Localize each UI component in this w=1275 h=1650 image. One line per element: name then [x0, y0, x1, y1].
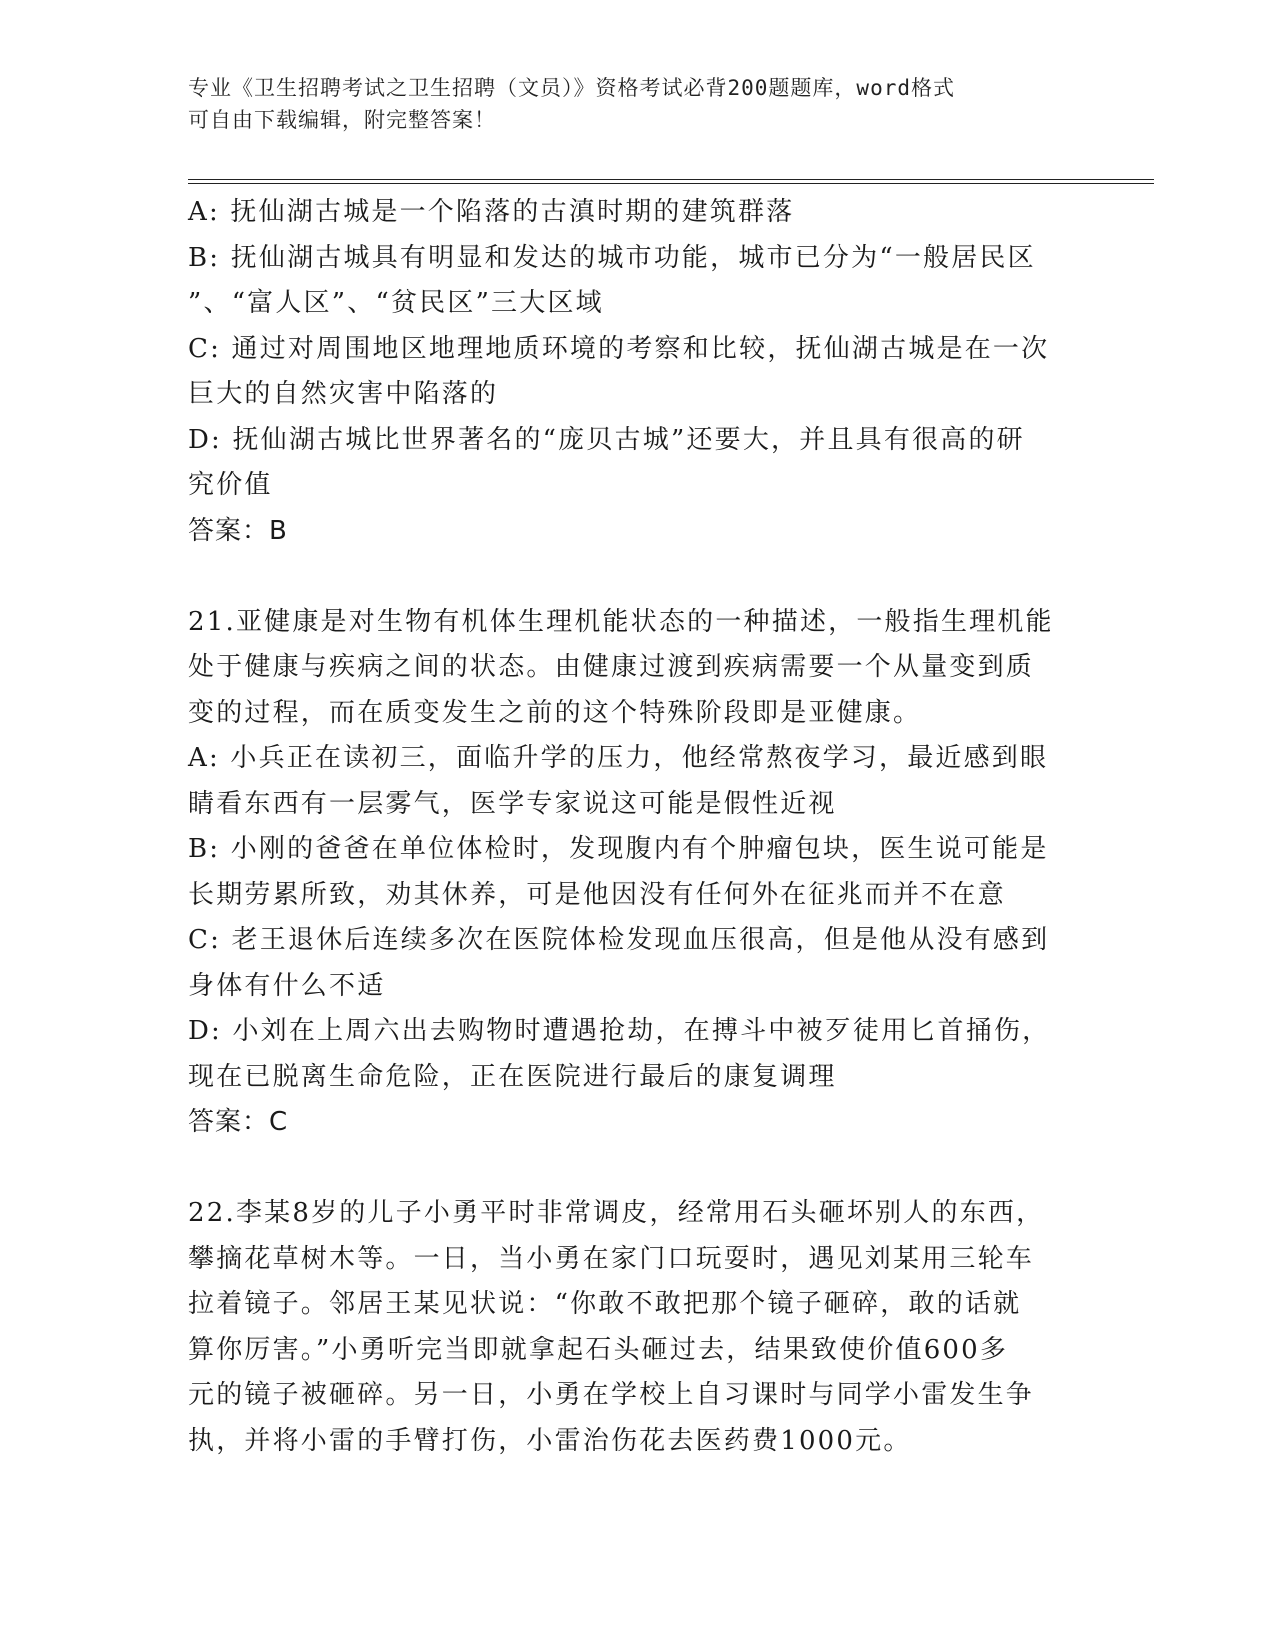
- option-c: C: 通过对周围地区地理地质环境的考察和比较，抚仙湖古城是在一次: [188, 333, 1050, 364]
- answer-label: 答案：C: [188, 1107, 289, 1137]
- option-c: 巨大的自然灾害中陷落的: [188, 379, 499, 409]
- header-line-2: 可自由下载编辑，附完整答案！: [188, 108, 496, 132]
- question-21: [188, 600, 1078, 1146]
- answer-label: 答案：B: [188, 515, 288, 546]
- option-a: A: 小兵正在读初三，面临升学的压力，他经常熬夜学习，最近感到眼: [188, 743, 1049, 773]
- option-d: 现在已脱离生命危险，正在医院进行最后的康复调理: [188, 1061, 837, 1092]
- question-stem: 元的镜子被砸碎。另一日，小勇在学校上自习课时与同学小雷发生争: [188, 1380, 1035, 1410]
- option-c: C: 老王退休后连续多次在医院体检发现血压很高，但是他从没有感到: [188, 925, 1050, 955]
- spacer: [188, 1146, 1078, 1192]
- option-a: A: 抚仙湖古城是一个陷落的古滇时期的建筑群落: [188, 197, 795, 227]
- option-b: B: 小刚的爸爸在单位体检时，发现腹内有个肿瘤包块，医生说可能是: [188, 834, 1049, 864]
- option-d: 究价值: [188, 470, 273, 500]
- option-a: 睛看东西有一层雾气，医学专家说这可能是假性近视: [188, 788, 837, 819]
- question-stem: 处于健康与疾病之间的状态。由健康过渡到疾病需要一个从量变到质: [188, 652, 1035, 682]
- option-d: D: 抚仙湖古城比世界著名的“庞贝古城”还要大，并且具有很高的研: [188, 424, 1025, 455]
- header-line-1: 专业《卫生招聘考试之卫生招聘（文员）》资格考试必背200题题库，word格式: [188, 76, 955, 100]
- document-header: [188, 72, 1068, 136]
- question-stem: 22.李某8岁的儿子小勇平时非常调皮，经常用石头砸坏别人的东西，: [188, 1198, 1045, 1228]
- question-stem: 攀摘花草树木等。一日，当小勇在家门口玩耍时，遇见刘某用三轮车: [188, 1243, 1035, 1274]
- document-body: [188, 190, 1078, 1464]
- option-c: 身体有什么不适: [188, 970, 386, 1001]
- spacer: [188, 554, 1078, 600]
- option-b: B: 抚仙湖古城具有明显和发达的城市功能，城市已分为“一般居民区: [188, 242, 1036, 273]
- question-stem: 算你厉害。”小勇听完当即就拿起石头砸过去，结果致使价值600多: [188, 1334, 1009, 1365]
- question-22: [188, 1191, 1078, 1464]
- question-stem: 21.亚健康是对生物有机体生理机能状态的一种描述，一般指生理机能: [188, 606, 1054, 637]
- header-divider-top: [188, 179, 1154, 180]
- question-stem: 执，并将小雷的手臂打伤，小雷治伤花去医药费1000元。: [188, 1425, 912, 1456]
- question-stem: 拉着镜子。邻居王某见状说：“你敢不敢把那个镜子砸碎，敢的话就: [188, 1289, 1022, 1319]
- question-stem: 变的过程，而在质变发生之前的这个特殊阶段即是亚健康。: [188, 697, 922, 728]
- option-b: 长期劳累所致，劝其休养，可是他因没有任何外在征兆而并不在意: [188, 879, 1006, 910]
- header-divider-bottom: [188, 183, 1154, 184]
- option-d: D: 小刘在上周六出去购物时遭遇抢劫，在搏斗中被歹徒用匕首捅伤，: [188, 1016, 1051, 1046]
- option-b: ”、“富人区”、“贫民区”三大区域: [188, 288, 604, 318]
- prev-question: [188, 190, 1078, 554]
